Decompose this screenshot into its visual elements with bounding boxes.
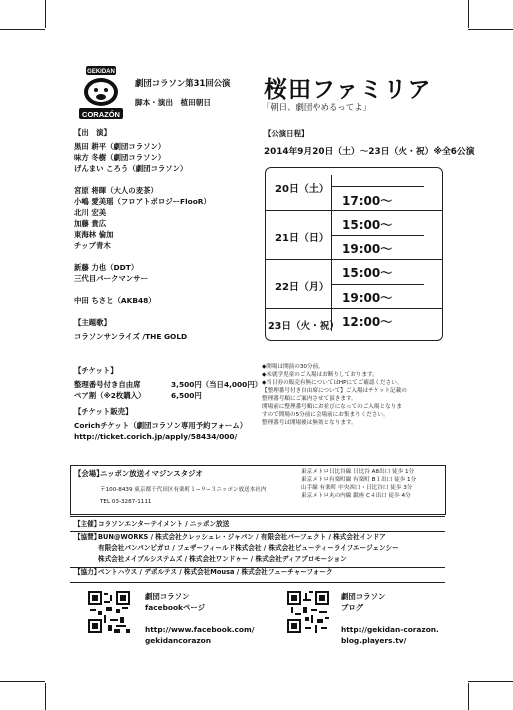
ticket-note: ◆当日券の販売有無についてはHPにてご確認ください。 xyxy=(262,380,403,386)
cast-member: 新藤 力也（DDT） xyxy=(74,263,139,272)
support-label: 【協賛】 xyxy=(74,533,101,541)
facebook-url[interactable]: http://www.facebook.com/ xyxy=(145,625,255,634)
facebook-title: 劇団コラソン xyxy=(145,592,190,601)
company-performance: 劇団コラソン第31回公演 xyxy=(135,78,231,88)
host-label: 【主催】 xyxy=(74,520,101,528)
credits: 脚本・演出 植田朝日 xyxy=(135,98,211,107)
venue-tel: TEL 03-3287-1111 xyxy=(100,499,152,505)
crop-mark xyxy=(0,29,45,30)
venue-name: ニッポン放送イマジンスタジオ xyxy=(100,469,203,478)
schedule-day: 20日（土） xyxy=(275,184,329,195)
schedule-time: 15:00〜 xyxy=(342,218,393,232)
sponsors-section xyxy=(74,519,399,577)
facebook-subtitle: facebookページ xyxy=(145,603,205,612)
ticket-note: すので開場の5分前に会場前にお集まりください。 xyxy=(262,412,389,418)
schedule-day: 23日（火・祝） xyxy=(268,321,339,332)
coop: ベントハウス / デポルテス / 株式会社Mousa / 株式会社フューチャーフォーク xyxy=(98,568,333,576)
cast-member: 宮原 将暉（大人の麦茶） xyxy=(74,186,158,195)
crop-mark xyxy=(468,683,469,710)
ticket-note: 整理番号は開場後は無効となります。 xyxy=(262,420,357,426)
ticket-note: 整理番号順にご案内させて頂きます。 xyxy=(262,396,357,402)
schedule-heading: 【公演日程】 xyxy=(264,129,309,138)
ticket-section xyxy=(74,365,262,442)
logo-bottom-text: CORAZÓN xyxy=(82,110,120,119)
cast-member: 中田 ちさと（AKB48） xyxy=(74,296,156,305)
schedule-divider xyxy=(332,284,424,285)
cast-member: 三代目パークマンサー xyxy=(74,274,148,283)
crop-mark xyxy=(0,681,45,682)
divider xyxy=(70,531,445,532)
qr-code-icon[interactable] xyxy=(287,591,329,633)
schedule-divider xyxy=(265,259,442,260)
schedule-divider xyxy=(265,308,442,309)
support-line: 株式会社メイプルシステムズ / 株式会社ワンドゥー / 株式会社ディアプロモーション xyxy=(98,555,347,563)
support-line: BUN@WORKS / 株式会社クレッシェレ・ジャパン / 有限会社パーフェクト / 株式会社インドア xyxy=(98,533,386,541)
schedule-time: 12:00〜 xyxy=(342,315,393,329)
facebook-block xyxy=(88,591,255,651)
divider xyxy=(70,582,445,583)
cast-heading: 【出 演】 xyxy=(74,128,111,137)
cast-section xyxy=(74,127,239,342)
theme-song-heading: 【主題歌】 xyxy=(74,318,111,327)
ticket-note: 【整理番号付き自由席について】ご入場はチケット記載の xyxy=(262,388,407,394)
blog-subtitle: ブログ xyxy=(341,603,364,612)
host: コラソンエンターテイメント / ニッポン放送 xyxy=(98,520,230,528)
theme-song: コラソンサンライズ /THE GOLD xyxy=(74,332,188,341)
schedule-divider xyxy=(332,186,424,187)
cast-member: 黒田 耕平（劇団コラソン） xyxy=(74,142,166,151)
cast-member: チップ青木 xyxy=(74,241,111,250)
facebook-url[interactable]: gekidancorazon xyxy=(145,636,212,645)
ticket-row xyxy=(74,390,262,401)
cast-member: 東海林 倫加 xyxy=(74,230,114,239)
venue-address: 〒100-8439 東京都千代田区有楽町１−９−３ニッポン放送本社内 xyxy=(100,487,267,493)
divider xyxy=(70,567,445,568)
ticket-label: ペア割（※2枚購入） xyxy=(74,391,146,400)
ticket-heading: 【チケット】 xyxy=(74,366,118,375)
blog-url[interactable]: blog.players.tv/ xyxy=(341,636,407,645)
schedule-time: 15:00〜 xyxy=(342,266,393,280)
schedule-time: 19:00〜 xyxy=(342,242,393,256)
cast-member: 加藤 貴広 xyxy=(74,219,107,228)
crop-mark xyxy=(468,0,469,28)
logo-top-text: GEKIDAN xyxy=(87,69,115,75)
schedule-divider xyxy=(265,210,442,211)
blog-block xyxy=(287,591,447,651)
ticket-note: ◆未就学児童のご入場はお断りしております。 xyxy=(262,372,378,378)
schedule-range: 2014年9月20日（土）〜23日（火・祝）※全6公演 xyxy=(264,147,475,157)
cast-member: 小嶋 愛美瑶（フロアトポロジーFlooR） xyxy=(74,197,211,206)
divider xyxy=(70,516,445,517)
sales-heading: 【チケット販売】 xyxy=(74,407,133,416)
access-line: 東京メトロ日比谷線 日比谷 A8出口 徒歩 1分 xyxy=(301,469,415,475)
blog-title: 劇団コラソン xyxy=(341,592,386,601)
qr-code-icon[interactable] xyxy=(88,591,130,633)
page-title: 桜田ファミリア xyxy=(264,77,432,103)
cast-member: 味方 冬樹（劇団コラソン） xyxy=(74,153,166,162)
ticket-price: 3,500円（当日4,000円） xyxy=(171,380,263,389)
venue-access xyxy=(301,468,416,500)
access-line: 東京メトロ有楽町線 有楽町 B１出口 徒歩 1分 xyxy=(301,477,417,483)
schedule-day: 22日（月） xyxy=(275,282,329,293)
blog-url[interactable]: http://gekidan-corazon. xyxy=(341,625,439,634)
ticket-notes xyxy=(262,363,452,427)
schedule-time: 17:00〜 xyxy=(342,194,393,208)
ticket-label: 整理番号付き自由席 xyxy=(74,380,141,389)
sales-line: Corichチケット（劇団コラソン専用予約フォーム） xyxy=(74,421,248,430)
access-line: 山手線 有楽町 中央西口・日比谷口 徒歩 3分 xyxy=(301,485,413,491)
crop-mark xyxy=(45,0,46,28)
ticket-price: 6,500円 xyxy=(171,391,202,400)
cast-member: 北川 宏美 xyxy=(74,208,107,217)
schedule-divider xyxy=(332,235,424,236)
cast-member: げんまい ころう（劇団コラソン） xyxy=(74,164,188,173)
support-line: 有限会社パンパンピガロ / フェザーフィールド株式会社 / 株式会社ビューティーライフエージェンシー xyxy=(98,544,399,552)
venue-heading: 【会場】 xyxy=(74,469,104,478)
crop-mark xyxy=(468,681,513,682)
access-line: 東京メトロ丸の内線 銀座 C４出口 徒歩 4分 xyxy=(301,493,411,499)
subtitle: 「朝日、劇団やめるってよ」 xyxy=(262,102,371,112)
coop-label: 【協力】 xyxy=(74,568,101,576)
schedule-time: 19:00〜 xyxy=(342,291,393,305)
schedule-day: 21日（日） xyxy=(275,233,329,244)
troupe-logo xyxy=(78,66,124,122)
crop-mark xyxy=(468,29,513,30)
ticket-row xyxy=(74,379,262,390)
ticket-note: 開場前に整理番号順にお並びになってのご入場となりま xyxy=(262,404,402,410)
sales-url[interactable]: http://ticket.corich.jp/apply/58434/000/ xyxy=(74,432,238,441)
crop-mark xyxy=(45,683,46,710)
ticket-note: ◆開場は開演の30分前。 xyxy=(262,364,324,370)
